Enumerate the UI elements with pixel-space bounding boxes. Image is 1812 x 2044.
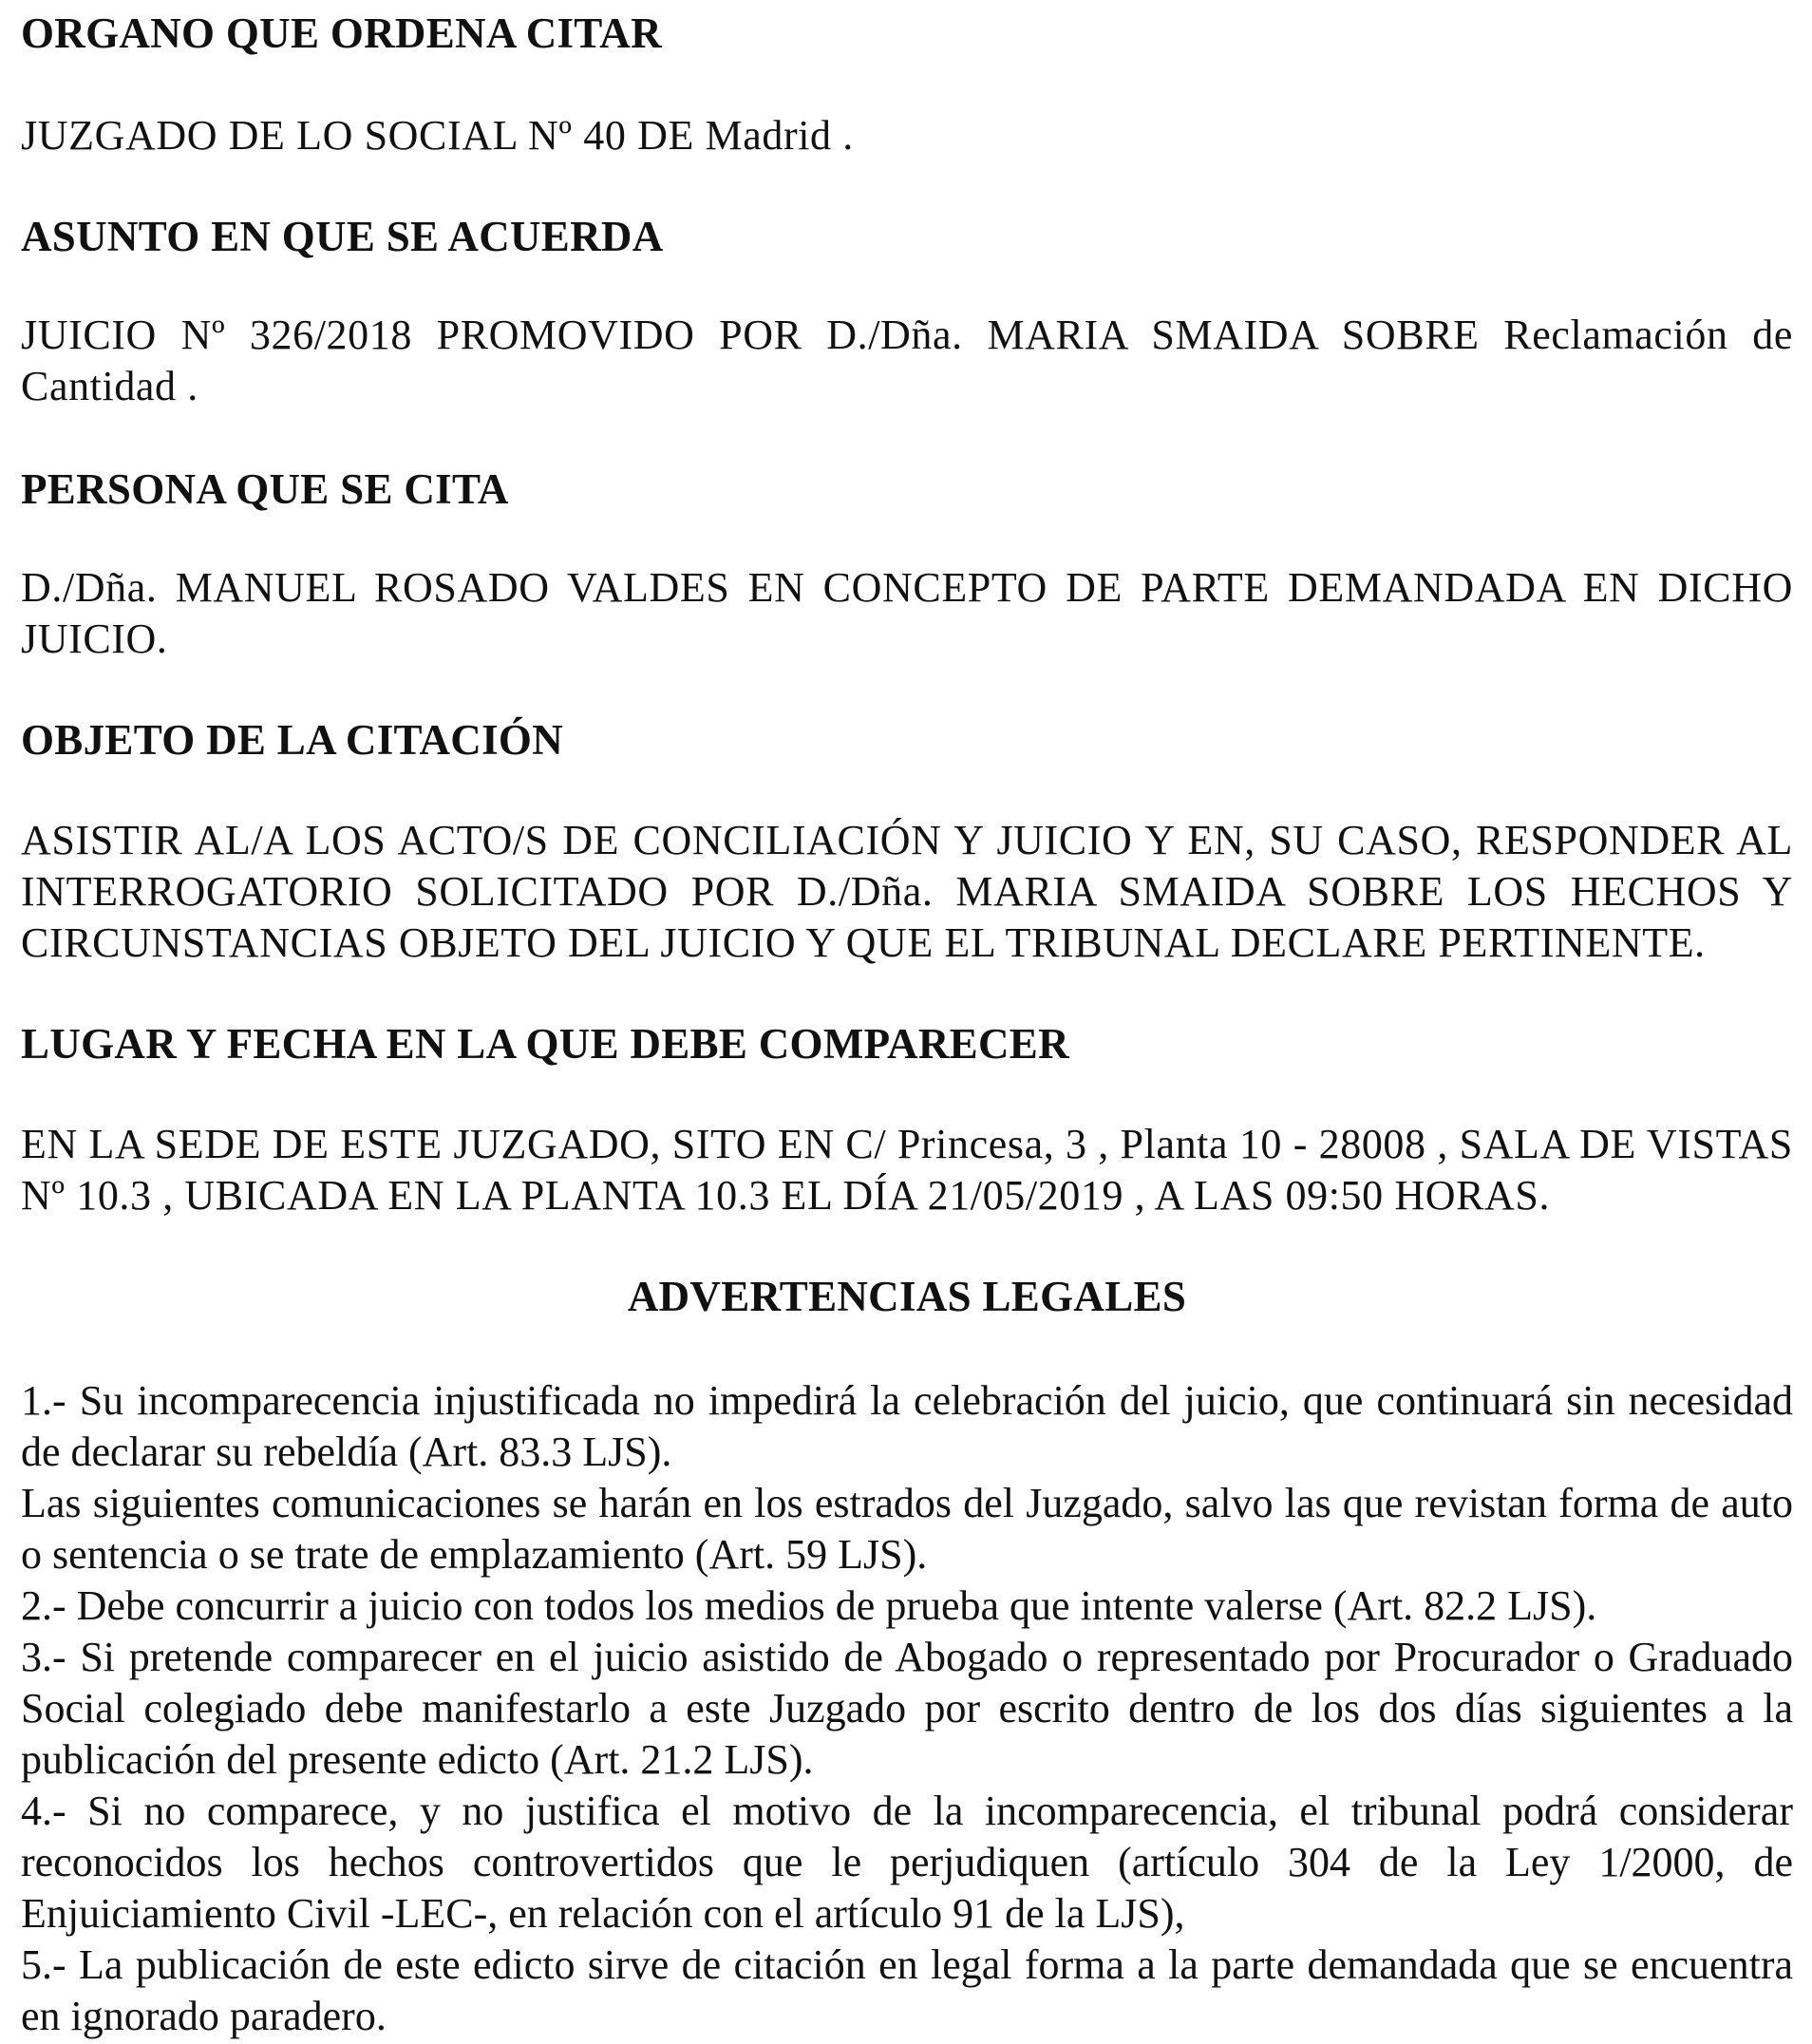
heading-advertencias: ADVERTENCIAS LEGALES bbox=[627, 1273, 1187, 1320]
heading-asunto: ASUNTO EN QUE SE ACUERDA bbox=[21, 213, 664, 260]
legal-item: 5.- La publicación de este edicto sirve de citación en legal forma a la parte demandada que se encuentra en ignorado paradero. bbox=[21, 1941, 1793, 2039]
heading-lugar: LUGAR Y FECHA EN LA QUE DEBE COMPARECER bbox=[21, 1020, 1069, 1068]
text-asunto: JUICIO Nº 326/2018 PROMOVIDO POR D./Dña. MARIA SMAIDA SOBRE Reclamación de Cantidad . bbox=[21, 312, 1793, 409]
legal-item: 1.- Su incomparecencia injustificada no impedirá la celebración del juicio, que continuará sin necesidad de declarar su rebeldía (Art. 83.3 LJS). bbox=[21, 1377, 1793, 1475]
text-persona: D./Dña. MANUEL ROSADO VALDES EN CONCEPTO DE PARTE DEMANDADA EN DICHO JUICIO. bbox=[21, 564, 1793, 662]
legal-item: Las siguientes comunicaciones se harán en los estrados del Juzgado, salvo las que revistan forma de auto o sentencia o se trate de emplazamiento (Art. 59 LJS). bbox=[21, 1480, 1793, 1578]
legal-item: 3.- Si pretende comparecer en el juicio asistido de Abogado o representado por Procurador o Graduado Social colegiado debe manifestarlo a este Juzgado por escrito dentro de los dos días siguientes a la publicación del presente edicto (Art. 21.2 LJS). bbox=[21, 1634, 1793, 1783]
heading-persona: PERSONA QUE SE CITA bbox=[21, 465, 509, 513]
text-lugar: EN LA SEDE DE ESTE JUZGADO, SITO EN C/ Princesa, 3 , Planta 10 - 28008 , SALA DE VISTAS Nº 10.3 , UBICADA EN LA PLANTA 10.3 EL DÍA 21/05/2019 , A LAS 09:50 HORAS. bbox=[21, 1121, 1793, 1219]
text-organo: JUZGADO DE LO SOCIAL Nº 40 DE Madrid . bbox=[21, 112, 854, 159]
legal-item: 4.- Si no comparece, y no justifica el motivo de la incomparecencia, el tribunal podrá considerar reconocidos los hechos controvertidos que le perjudiquen (artículo 304 de la Ley 1/2000, de Enjuiciamiento Civil -LEC-, en relación con el artículo 91 de la LJS), bbox=[21, 1788, 1793, 1937]
legal-item: 2.- Debe concurrir a juicio con todos los medios de prueba que intente valerse (Art. 82.2 LJS). bbox=[21, 1582, 1597, 1629]
legal-warnings-list bbox=[21, 1375, 1793, 2042]
text-objeto: ASISTIR AL/A LOS ACTO/S DE CONCILIACIÓN Y JUICIO Y EN, SU CASO, RESPONDER AL INTERROGATORIO SOLICITADO POR D./Dña. MARIA SMAIDA SOBRE LOS HECHOS Y CIRCUNSTANCIAS OBJETO DEL JUICIO Y QUE EL TRIBUNAL DECLARE PERTINENTE. bbox=[21, 817, 1793, 966]
heading-objeto: OBJETO DE LA CITACIÓN bbox=[21, 716, 564, 764]
heading-organo: ORGANO QUE ORDENA CITAR bbox=[21, 9, 662, 57]
